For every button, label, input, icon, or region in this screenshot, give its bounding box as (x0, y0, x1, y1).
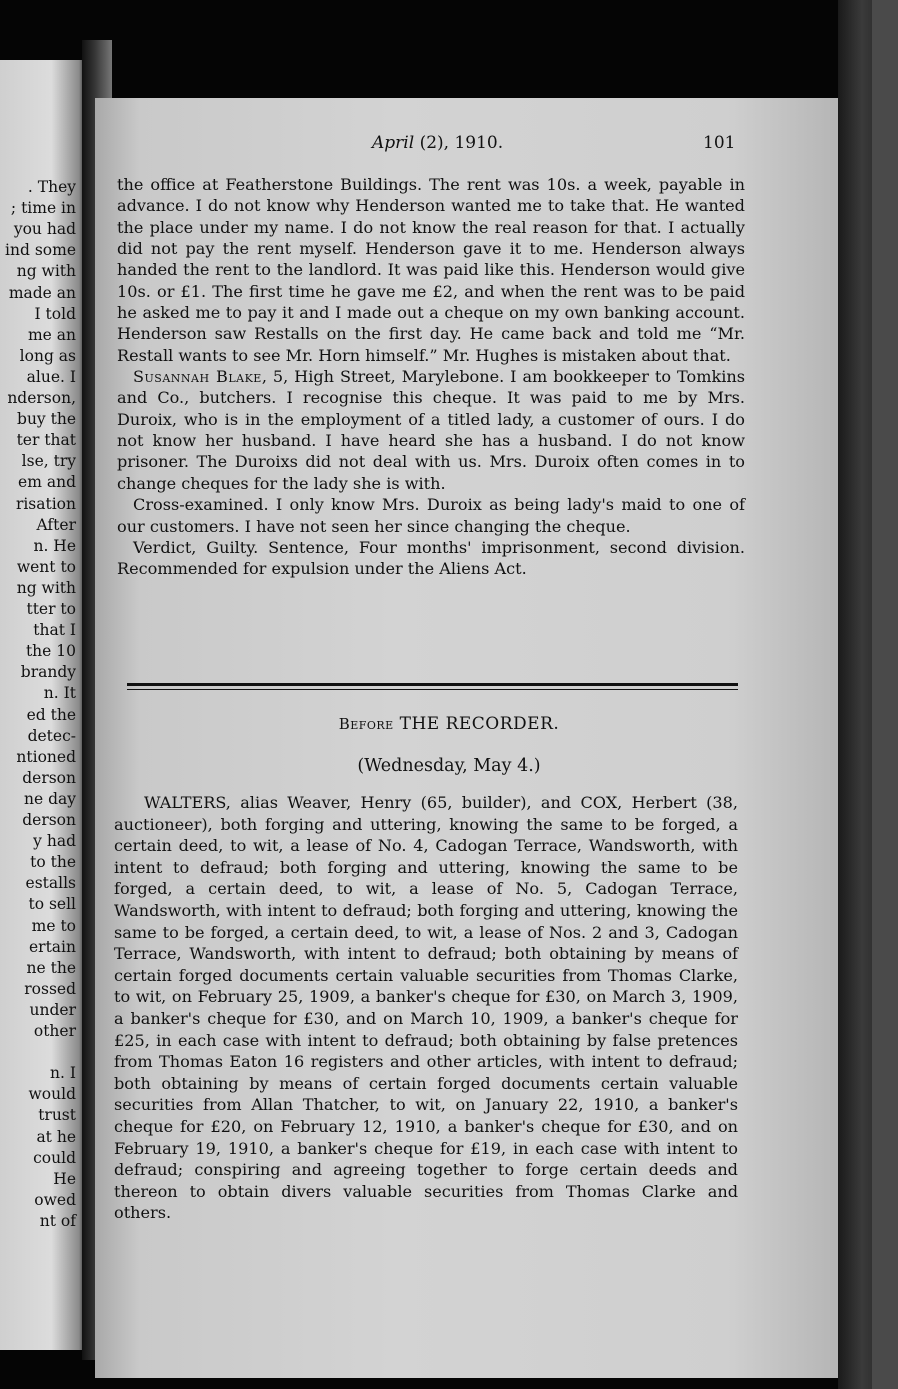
testimony-text (117, 174, 745, 580)
facing-page-line: ed the (26, 705, 76, 724)
facing-page-line: estalls (25, 874, 76, 893)
facing-page-line: would (28, 1085, 76, 1104)
facing-page-line: nderson, (7, 389, 76, 407)
facing-page-line: risation (15, 494, 76, 513)
facing-page-line: em and (18, 473, 76, 492)
facing-page-line: nt of (39, 1211, 76, 1230)
facing-page-line: you had (13, 220, 76, 239)
facing-page-line: n. I (50, 1064, 76, 1083)
facing-page-line: me an (27, 325, 76, 344)
facing-page-line: derson (22, 768, 76, 787)
cross-examination-paragraph: Cross-examined. I only know Mrs. Duroix as being lady's maid to one of our customers. I have not seen her since changing the cheque. (117, 495, 745, 536)
facing-page-line: ntioned (16, 747, 76, 766)
facing-page-line: ind some (5, 241, 76, 260)
facing-page-line: rossed (24, 979, 76, 998)
facing-page-line: ; time in (10, 199, 76, 218)
header-date: (2), 1910. (419, 133, 504, 153)
facing-page-line: n. It (43, 684, 76, 703)
facing-page-line: brandy (20, 663, 76, 682)
facing-page-line: y had (33, 832, 76, 851)
running-header (372, 133, 503, 153)
section-divider-thin (127, 689, 738, 690)
facing-page-line: to sell (28, 895, 76, 914)
facing-page-line: that I (33, 621, 76, 640)
facing-page-line: could (33, 1148, 76, 1167)
facing-page-line: me to (31, 916, 76, 935)
facing-page-line: ng with (16, 262, 76, 281)
facing-page-line: . They (27, 178, 76, 196)
section-heading-prefix: Before (338, 715, 394, 733)
facing-page-line: owed (34, 1190, 76, 1209)
facing-page-line: the 10 (25, 642, 76, 661)
witness-name: Susannah Blake (133, 367, 262, 387)
case-paragraph: WALTERS, alias Weaver, Henry (65, builder), and COX, Herbert (38, auctioneer), both forging and uttering, knowing the same to be forged, a certain deed, to wit, a lease of No. 4, Cadogan Terrace, Wandsworth, with intent to defraud; both forging and uttering, knowing the same to be forged, a certain deed, to wit, a lease of No. 5, Cadogan Terrace, Wandsworth, with intent to defraud; both forging and uttering, knowing the same to be forged, a certain deed, to wit, a lease of Nos. 2 and 3, Cadogan Terrace, Wandsworth, with intent to defraud; both obtaining by means of certain forged documents certain valuable securities from Thomas Clarke, to wit, on February 25, 1909, a banker's cheque for £30, on March 3, 1909, a banker's cheque for £30, and on March 10, 1909, a banker's cheque for £25, in each case with intent to defraud; both obtaining by false pretences from Thomas Eaton 16 registers and other articles, with intent to defraud; both obtaining by means of certain forged documents certain valuable securities from Allan Thatcher, to wit, on January 22, 1910, a banker's cheque for £20, on February 12, 1910, a banker's cheque for £30, and on February 19, 1910, a banker's cheque for £19, in each case with intent to defraud; conspiring and agreeing together to forge certain deeds and thereon to obtain divers valuable securities from Thomas Clarke and others. (114, 793, 738, 1223)
facing-page-line: trust (38, 1106, 76, 1125)
facing-page-line: He (53, 1169, 76, 1188)
verdict-paragraph: Verdict, Guilty. Sentence, Four months' imprisonment, second division. Recommended for expulsion under the Aliens Act. (117, 537, 745, 579)
facing-page (0, 60, 86, 1350)
facing-page-line: ertain (29, 937, 76, 956)
scan-border (872, 0, 898, 1389)
page-number: 101 (703, 133, 736, 153)
witness-paragraph (117, 366, 745, 494)
facing-page-line: ne day (23, 789, 76, 808)
facing-page-line: at he (36, 1127, 76, 1146)
facing-page-line: ter that (16, 431, 76, 450)
facing-page-line: n. He (33, 536, 76, 555)
facing-page-line: other (33, 1022, 76, 1040)
facing-page-line: detec- (27, 726, 76, 745)
facing-page-line: to the (30, 853, 76, 872)
facing-page-line: ne the (26, 958, 76, 977)
facing-page-line: After (36, 515, 76, 534)
testimony-paragraph: the office at Featherstone Buildings. The rent was 10s. a week, payable in advance. I do not know why Henderson wanted me to take that. He wanted the place under my name. I do not know the real reason for that. I actually did not pay the rent myself. Henderson gave it to me. Henderson always handed the rent to the landlord. It was paid like this. Henderson would give 10s. or £1. The first time he gave me £2, and when the rent was to be paid he asked me to pay it and I made out a cheque on my own banking account. Henderson saw Restalls on the first day. He came back and told me “Mr. Restall wants to see Mr. Horn himself.” Mr. Hughes is mistaken about that. (117, 175, 745, 365)
facing-page-line: ng with (16, 578, 76, 597)
witness-statement: , 5, High Street, Marylebone. I am bookkeeper to Tomkins and Co., butchers. I recognise this cheque. It was paid to me by Mrs. Duroix, who is in the employment of a titled lady, a customer of ours. I do not know her husband. I have heard she has a husband. I do not know prisoner. The Duroixs did not deal with us. Mrs. Duroix often comes in to change cheques for the lady she is with. (117, 367, 745, 493)
session-date: (Wednesday, May 4.) (357, 756, 541, 776)
section-heading-main: THE RECORDER. (399, 714, 560, 734)
section-heading (0, 714, 898, 734)
facing-page-line: went to (16, 557, 76, 576)
facing-page-line: lse, try (21, 452, 76, 471)
facing-page-line: alue. I (26, 367, 76, 386)
facing-page-line: made an (8, 283, 76, 302)
facing-page-line: long as (19, 346, 76, 365)
header-month: April (372, 133, 415, 153)
section-divider-thick (127, 683, 738, 686)
facing-page-line: buy the (17, 410, 76, 429)
facing-page-line: under (29, 1000, 76, 1019)
facing-page-line: tter to (26, 600, 76, 618)
case-text (114, 792, 738, 1224)
facing-page-line: derson (22, 811, 76, 829)
facing-page-line: I told (34, 304, 76, 323)
